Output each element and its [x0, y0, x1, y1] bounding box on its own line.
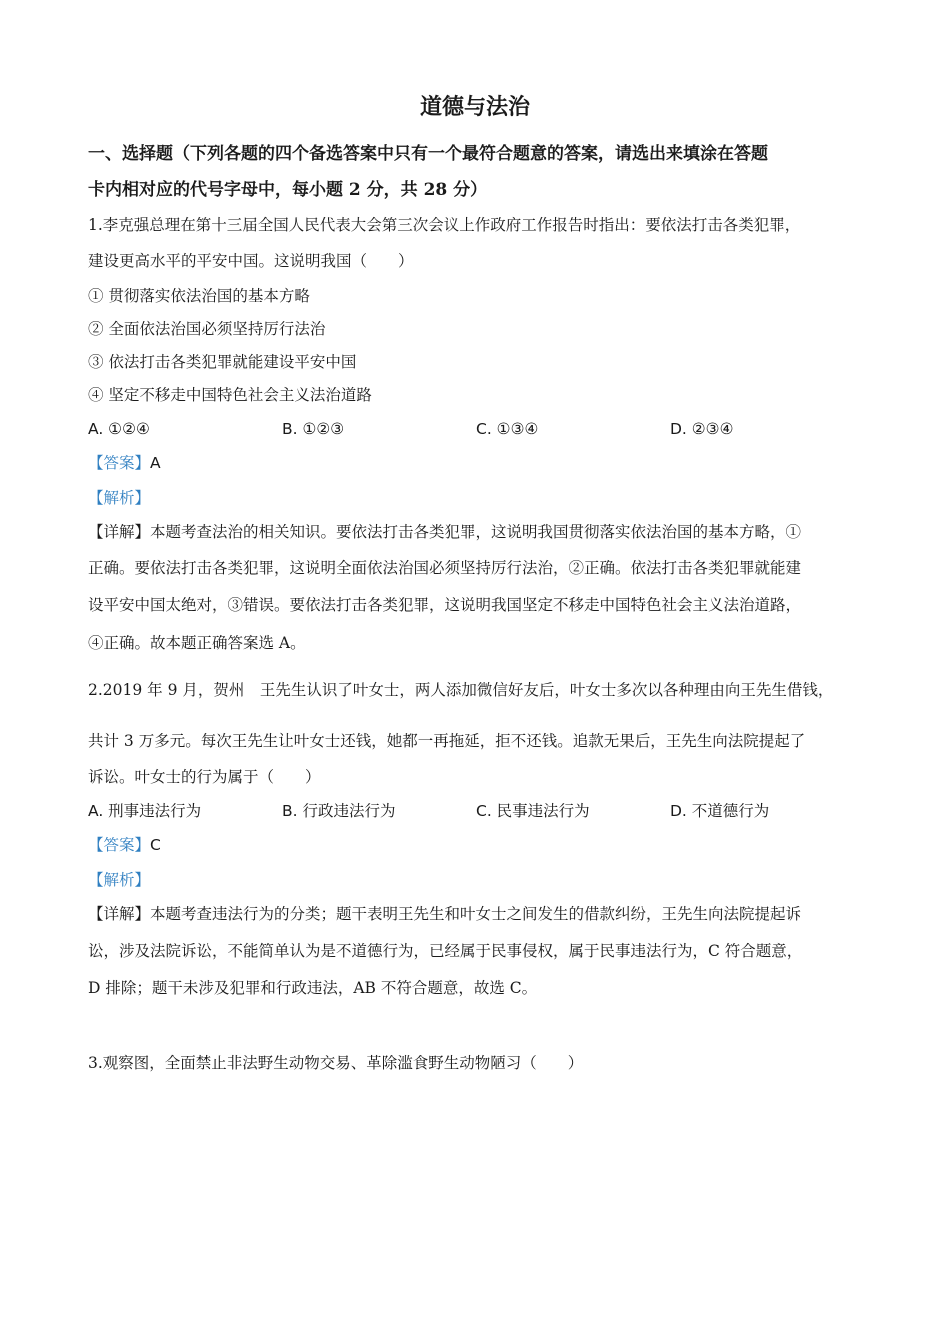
q1-analysis-tag: 【解析】 [88, 489, 151, 507]
q2-analysis-tag: 【解析】 [88, 871, 151, 889]
q1-detail-line-3: 设平安中国太绝对，③错误。要依法打击各类犯罪，这说明我国坚定不移走中国特色社会主义法治道路， [88, 596, 802, 614]
q2-option-a: A. 刑事违法行为 [88, 802, 202, 820]
q2-detail-line-1 [88, 903, 878, 925]
q1-answer-tag: 【答案】 [88, 454, 151, 472]
q2-answer-value: C [150, 836, 161, 854]
q2-option-b: B. 行政违法行为 [282, 802, 396, 820]
q1-detail-line-1 [88, 521, 878, 543]
q2-stem-line-2: 共计 3 万多元。每次王先生让叶女士还钱，她都一再拖延，拒不还钱。追款无果后，王先生向法院提起了 [88, 732, 806, 750]
q1-stem-line-2: 建设更高水平的平安中国。这说明我国（ ） [88, 252, 414, 270]
q1-detail-line-4: ④正确。故本题正确答案选 A。 [88, 634, 306, 652]
q1-statement-4: ④ 坚定不移走中国特色社会主义法治道路 [88, 386, 372, 404]
q2-detail-line-2: 讼，涉及法院诉讼，不能简单认为是不道德行为，已经属于民事侵权，属于民事违法行为，C 符合题意， [88, 942, 803, 960]
q2-detail-line-3: D 排除；题干未涉及犯罪和行政违法，AB 不符合题意，故选 C。 [88, 979, 538, 997]
section-heading-line-2: 卡内相对应的代号字母中，每小题 2 分，共 28 分） [88, 180, 488, 200]
q1-stem-line-1: 1.李克强总理在第十三届全国人民代表大会第三次会议上作政府工作报告时指出：要依法打击各类犯罪， [88, 216, 801, 234]
q1-answer-value: A [150, 454, 161, 472]
q1-answer [88, 452, 878, 474]
q2-stem-line-1: 2.2019 年 9 月，贺州 王先生认识了叶女士，两人添加微信好友后，叶女士多次以各种理由向王先生借钱， [88, 681, 834, 699]
document-title: 道德与法治 [419, 94, 530, 120]
q1-detail-tag: 【详解】 [88, 523, 151, 541]
q3-stem: 3.观察图，全面禁止非法野生动物交易、革除滥食野生动物陋习（ ） [88, 1054, 584, 1072]
q2-detail-tag: 【详解】 [88, 905, 151, 923]
q1-option-a: A. ①②④ [88, 420, 150, 438]
q1-option-b: B. ①②③ [282, 420, 345, 438]
q1-detail-text-1: 本题考查法治的相关知识。要依法打击各类犯罪，这说明我国贯彻落实依法治国的基本方略，① [150, 523, 802, 541]
q2-stem-line-3: 诉讼。叶女士的行为属于（ ） [88, 768, 321, 786]
q1-statement-1: ① 贯彻落实依法治国的基本方略 [88, 287, 310, 305]
q2-detail-text-1: 本题考查违法行为的分类；题干表明王先生和叶女士之间发生的借款纠纷，王先生向法院提起诉 [150, 905, 802, 923]
q2-option-c: C. 民事违法行为 [476, 802, 590, 820]
q1-option-d: D. ②③④ [670, 420, 734, 438]
q2-answer-tag: 【答案】 [88, 836, 151, 854]
q2-answer [88, 834, 878, 856]
section-heading-line-1: 一、选择题（下列各题的四个备选答案中只有一个最符合题意的答案，请选出来填涂在答题 [88, 144, 768, 164]
q1-option-c: C. ①③④ [476, 420, 539, 438]
q1-statement-3: ③ 依法打击各类犯罪就能建设平安中国 [88, 353, 357, 371]
q1-detail-line-2: 正确。要依法打击各类犯罪，这说明全面依法治国必须坚持厉行法治，②正确。依法打击各类犯罪就能建 [88, 559, 802, 577]
q2-option-d: D. 不道德行为 [670, 802, 770, 820]
q1-statement-2: ② 全面依法治国必须坚持厉行法治 [88, 320, 326, 338]
